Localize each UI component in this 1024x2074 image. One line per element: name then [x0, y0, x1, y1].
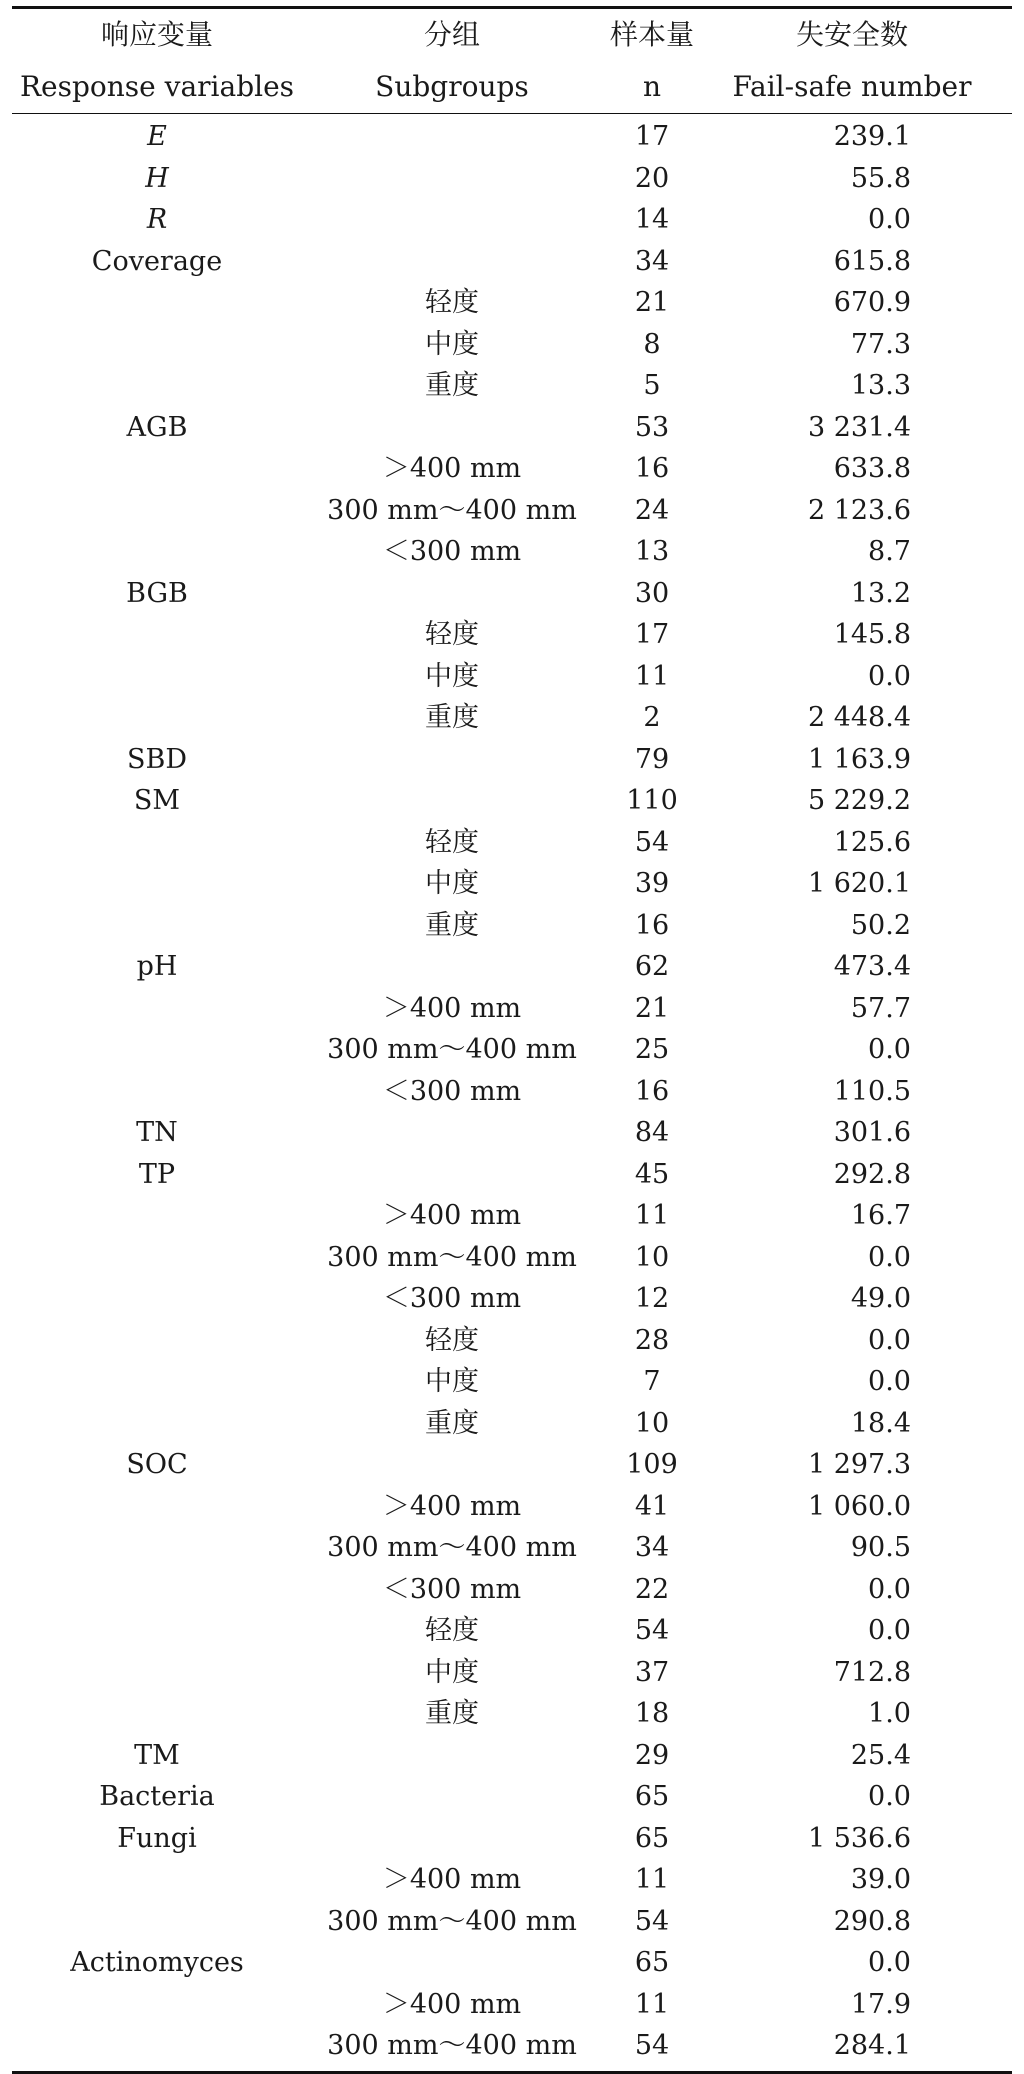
row-fail-safe-number: 1 297.3: [807, 1449, 911, 1480]
row-subgroup: ＞400 mm: [382, 1864, 522, 1895]
row-fail-safe-number: 55.8: [850, 162, 911, 194]
row-sample-size: 65: [634, 1947, 670, 1978]
row-sample-size: 18: [634, 1698, 670, 1729]
row-fail-safe-number: 0.0: [868, 1947, 911, 1978]
row-variable: E: [147, 121, 167, 152]
row-fail-safe-number: 473.4: [833, 951, 911, 982]
table-row: [12, 1942, 1012, 1984]
row-fail-safe-number: 0.0: [868, 1781, 911, 1812]
row-fail-safe-number: 0.0: [868, 1324, 911, 1356]
row-variable: Bacteria: [99, 1781, 215, 1812]
row-fail-safe-number: 1 536.6: [807, 1822, 911, 1854]
row-sample-size: 62: [634, 951, 670, 982]
table-row: [12, 863, 1012, 905]
row-fail-safe-number: 25.4: [850, 1739, 911, 1771]
row-subgroup: 轻度: [425, 1615, 479, 1646]
table-row: [12, 1486, 1012, 1528]
row-sample-size: 16: [634, 453, 670, 484]
row-variable: TM: [134, 1739, 180, 1771]
row-sample-size: 34: [634, 245, 670, 277]
row-subgroup: ＜300 mm: [382, 1573, 522, 1605]
row-sample-size: 24: [634, 494, 670, 526]
row-sample-size: 37: [634, 1656, 670, 1688]
row-sample-size: 28: [634, 1324, 670, 1356]
row-sample-size: 53: [634, 411, 670, 443]
table-row: [12, 531, 1012, 573]
row-sample-size: 17: [634, 121, 670, 152]
row-subgroup: 重度: [425, 702, 479, 733]
table-row: [12, 199, 1012, 241]
row-variable: TN: [136, 1117, 178, 1148]
row-subgroup: 300 mm～400 mm: [327, 1034, 577, 1065]
row-subgroup: ＜300 mm: [382, 536, 522, 567]
row-subgroup: 轻度: [425, 287, 479, 318]
row-fail-safe-number: 670.9: [833, 287, 911, 318]
row-sample-size: 5: [643, 370, 661, 401]
header-sub-zh: 分组: [423, 18, 480, 51]
row-fail-safe-number: 0.0: [868, 1615, 911, 1646]
row-sample-size: 65: [634, 1781, 670, 1812]
table-row: [12, 946, 1012, 988]
row-subgroup: 轻度: [425, 826, 479, 858]
row-subgroup: 重度: [425, 909, 479, 941]
row-fail-safe-number: 50.2: [850, 909, 911, 941]
table-row: [12, 365, 1012, 407]
row-sample-size: 34: [634, 1532, 670, 1563]
row-fail-safe-number: 290.8: [833, 1905, 911, 1937]
row-variable: TP: [138, 1158, 176, 1190]
table-row: [12, 1901, 1012, 1943]
row-variable: SM: [133, 785, 181, 816]
table-row: [12, 780, 1012, 822]
row-subgroup: 300 mm～400 mm: [327, 2030, 577, 2061]
row-sample-size: 54: [634, 826, 670, 858]
table-row: [12, 407, 1012, 449]
row-fail-safe-number: 0.0: [868, 660, 911, 692]
row-subgroup: 中度: [425, 328, 479, 360]
row-sample-size: 30: [634, 577, 670, 609]
row-sample-size: 17: [634, 619, 670, 650]
row-sample-size: 79: [634, 743, 670, 775]
row-fail-safe-number: 292.8: [833, 1158, 911, 1190]
row-sample-size: 54: [634, 2030, 670, 2061]
row-variable: Fungi: [117, 1822, 197, 1854]
row-fail-safe-number: 2 448.4: [807, 702, 911, 733]
table-row: [12, 1527, 1012, 1569]
row-subgroup: ＜300 mm: [382, 1075, 522, 1107]
row-subgroup: ＞400 mm: [382, 1490, 522, 1522]
table-row: [12, 697, 1012, 739]
row-sample-size: 110: [626, 785, 678, 816]
row-sample-size: 39: [634, 868, 670, 899]
row-sample-size: 10: [634, 1407, 670, 1439]
header-n-zh: 样本量: [609, 18, 694, 51]
header-row-en: [12, 61, 1012, 113]
row-sample-size: 45: [634, 1158, 670, 1190]
table-row: [12, 1361, 1012, 1403]
row-subgroup: ＞400 mm: [382, 992, 522, 1024]
table-row: [12, 1859, 1012, 1901]
row-sample-size: 25: [634, 1034, 670, 1065]
row-sample-size: 21: [634, 287, 670, 318]
bottom-rule: [12, 2071, 1012, 2074]
table-row: [12, 1278, 1012, 1320]
row-sample-size: 21: [634, 992, 670, 1024]
table-row: [12, 1735, 1012, 1777]
row-sample-size: 84: [634, 1117, 670, 1148]
row-variable: R: [146, 204, 168, 235]
row-sample-size: 11: [634, 1988, 670, 2020]
row-sample-size: 65: [634, 1822, 670, 1854]
table-row: [12, 490, 1012, 532]
row-fail-safe-number: 110.5: [833, 1075, 911, 1107]
table-row: [12, 1693, 1012, 1735]
row-sample-size: 13: [634, 536, 670, 567]
row-variable: AGB: [126, 411, 188, 443]
table-row: [12, 1984, 1012, 2026]
row-variable: H: [145, 162, 169, 194]
row-fail-safe-number: 0.0: [868, 1241, 911, 1273]
row-variable: Actinomyces: [70, 1947, 244, 1978]
row-subgroup: ＜300 mm: [382, 1283, 522, 1314]
table-row: [12, 656, 1012, 698]
table-row: [12, 241, 1012, 283]
row-sample-size: 12: [634, 1283, 670, 1314]
header-row-zh: [12, 9, 1012, 61]
row-sample-size: 8: [643, 328, 661, 360]
row-subgroup: 中度: [425, 660, 479, 692]
row-sample-size: 11: [634, 1864, 670, 1895]
table-row: [12, 1444, 1012, 1486]
row-fail-safe-number: 3 231.4: [807, 411, 911, 443]
row-fail-safe-number: 5 229.2: [807, 785, 911, 816]
table-row: [12, 1237, 1012, 1279]
row-fail-safe-number: 1 163.9: [807, 743, 911, 775]
table-row: [12, 1112, 1012, 1154]
row-sample-size: 29: [634, 1739, 670, 1771]
row-subgroup: 300 mm～400 mm: [327, 1532, 577, 1563]
row-subgroup: ＞400 mm: [382, 453, 522, 484]
row-subgroup: 中度: [425, 868, 479, 899]
row-fail-safe-number: 8.7: [868, 536, 911, 567]
table-row: [12, 1652, 1012, 1694]
row-fail-safe-number: 49.0: [850, 1283, 911, 1314]
row-fail-safe-number: 39.0: [850, 1864, 911, 1895]
row-sample-size: 2: [643, 702, 661, 733]
row-variable: Coverage: [91, 245, 223, 277]
table-row: [12, 1403, 1012, 1445]
row-fail-safe-number: 0.0: [868, 1366, 911, 1397]
header-var-zh: 响应变量: [100, 18, 213, 51]
table-row: [12, 158, 1012, 200]
row-fail-safe-number: 284.1: [833, 2030, 911, 2061]
row-fail-safe-number: 633.8: [833, 453, 911, 484]
row-sample-size: 11: [634, 1200, 670, 1231]
row-subgroup: 轻度: [425, 1324, 479, 1356]
row-subgroup: 300 mm～400 mm: [327, 1241, 577, 1273]
row-fail-safe-number: 1 620.1: [807, 868, 911, 899]
table-row: [12, 282, 1012, 324]
row-subgroup: 重度: [425, 370, 479, 401]
row-sample-size: 22: [634, 1573, 670, 1605]
row-fail-safe-number: 13.2: [850, 577, 911, 609]
row-sample-size: 54: [634, 1905, 670, 1937]
row-fail-safe-number: 145.8: [833, 619, 911, 650]
table-row: [12, 1610, 1012, 1652]
table-row: [12, 2025, 1012, 2067]
row-subgroup: 300 mm～400 mm: [327, 1905, 577, 1937]
table-row: [12, 1569, 1012, 1611]
row-fail-safe-number: 615.8: [833, 245, 911, 277]
table-row: [12, 324, 1012, 366]
header-n-en: n: [642, 70, 662, 103]
header-sub-en: Subgroups: [375, 70, 529, 103]
row-subgroup: 300 mm～400 mm: [327, 494, 577, 526]
table-row: [12, 988, 1012, 1030]
row-subgroup: 重度: [425, 1698, 479, 1729]
row-fail-safe-number: 0.0: [868, 1573, 911, 1605]
row-fail-safe-number: 17.9: [850, 1988, 911, 2020]
row-subgroup: 中度: [425, 1366, 479, 1397]
table-row: [12, 1320, 1012, 1362]
row-sample-size: 16: [634, 909, 670, 941]
table-row: [12, 573, 1012, 615]
row-fail-safe-number: 301.6: [833, 1117, 911, 1148]
table-row: [12, 1195, 1012, 1237]
row-sample-size: 16: [634, 1075, 670, 1107]
table-row: [12, 1071, 1012, 1113]
row-fail-safe-number: 18.4: [850, 1407, 911, 1439]
table-row: [12, 1776, 1012, 1818]
table-row: [12, 1029, 1012, 1071]
table-row: [12, 448, 1012, 490]
row-fail-safe-number: 712.8: [833, 1656, 911, 1688]
row-sample-size: 7: [643, 1366, 661, 1397]
row-subgroup: 重度: [425, 1407, 479, 1439]
row-subgroup: 轻度: [425, 619, 479, 650]
table-row: [12, 116, 1012, 158]
row-fail-safe-number: 77.3: [850, 328, 911, 360]
row-variable: pH: [136, 951, 178, 982]
header-fs-zh: 失安全数: [795, 18, 908, 51]
row-subgroup: ＞400 mm: [382, 1988, 522, 2020]
fail-safe-table: [12, 6, 1012, 2074]
row-variable: SBD: [127, 743, 187, 775]
row-fail-safe-number: 125.6: [833, 826, 911, 858]
row-sample-size: 11: [634, 660, 670, 692]
row-variable: SOC: [126, 1449, 188, 1480]
table-row: [12, 905, 1012, 947]
row-fail-safe-number: 239.1: [833, 121, 911, 152]
row-fail-safe-number: 1 060.0: [807, 1490, 911, 1522]
row-sample-size: 14: [634, 204, 670, 235]
row-fail-safe-number: 90.5: [850, 1532, 911, 1563]
row-fail-safe-number: 2 123.6: [807, 494, 911, 526]
row-sample-size: 41: [634, 1490, 670, 1522]
table-row: [12, 1818, 1012, 1860]
header-var-en: Response variables: [19, 70, 295, 103]
table-body: [12, 114, 1012, 2071]
table-row: [12, 739, 1012, 781]
table-row: [12, 822, 1012, 864]
row-sample-size: 109: [626, 1449, 678, 1480]
row-fail-safe-number: 0.0: [868, 1034, 911, 1065]
row-fail-safe-number: 57.7: [850, 992, 911, 1024]
table-row: [12, 614, 1012, 656]
row-fail-safe-number: 16.7: [850, 1200, 911, 1231]
row-sample-size: 10: [634, 1241, 670, 1273]
header-fs-en: Fail-safe number: [732, 70, 972, 103]
row-subgroup: 中度: [425, 1656, 479, 1688]
row-fail-safe-number: 0.0: [868, 204, 911, 235]
row-sample-size: 54: [634, 1615, 670, 1646]
row-variable: BGB: [126, 577, 188, 609]
row-subgroup: ＞400 mm: [382, 1200, 522, 1231]
table-row: [12, 1154, 1012, 1196]
row-sample-size: 20: [634, 162, 670, 194]
row-fail-safe-number: 1.0: [868, 1698, 911, 1729]
row-fail-safe-number: 13.3: [850, 370, 911, 401]
